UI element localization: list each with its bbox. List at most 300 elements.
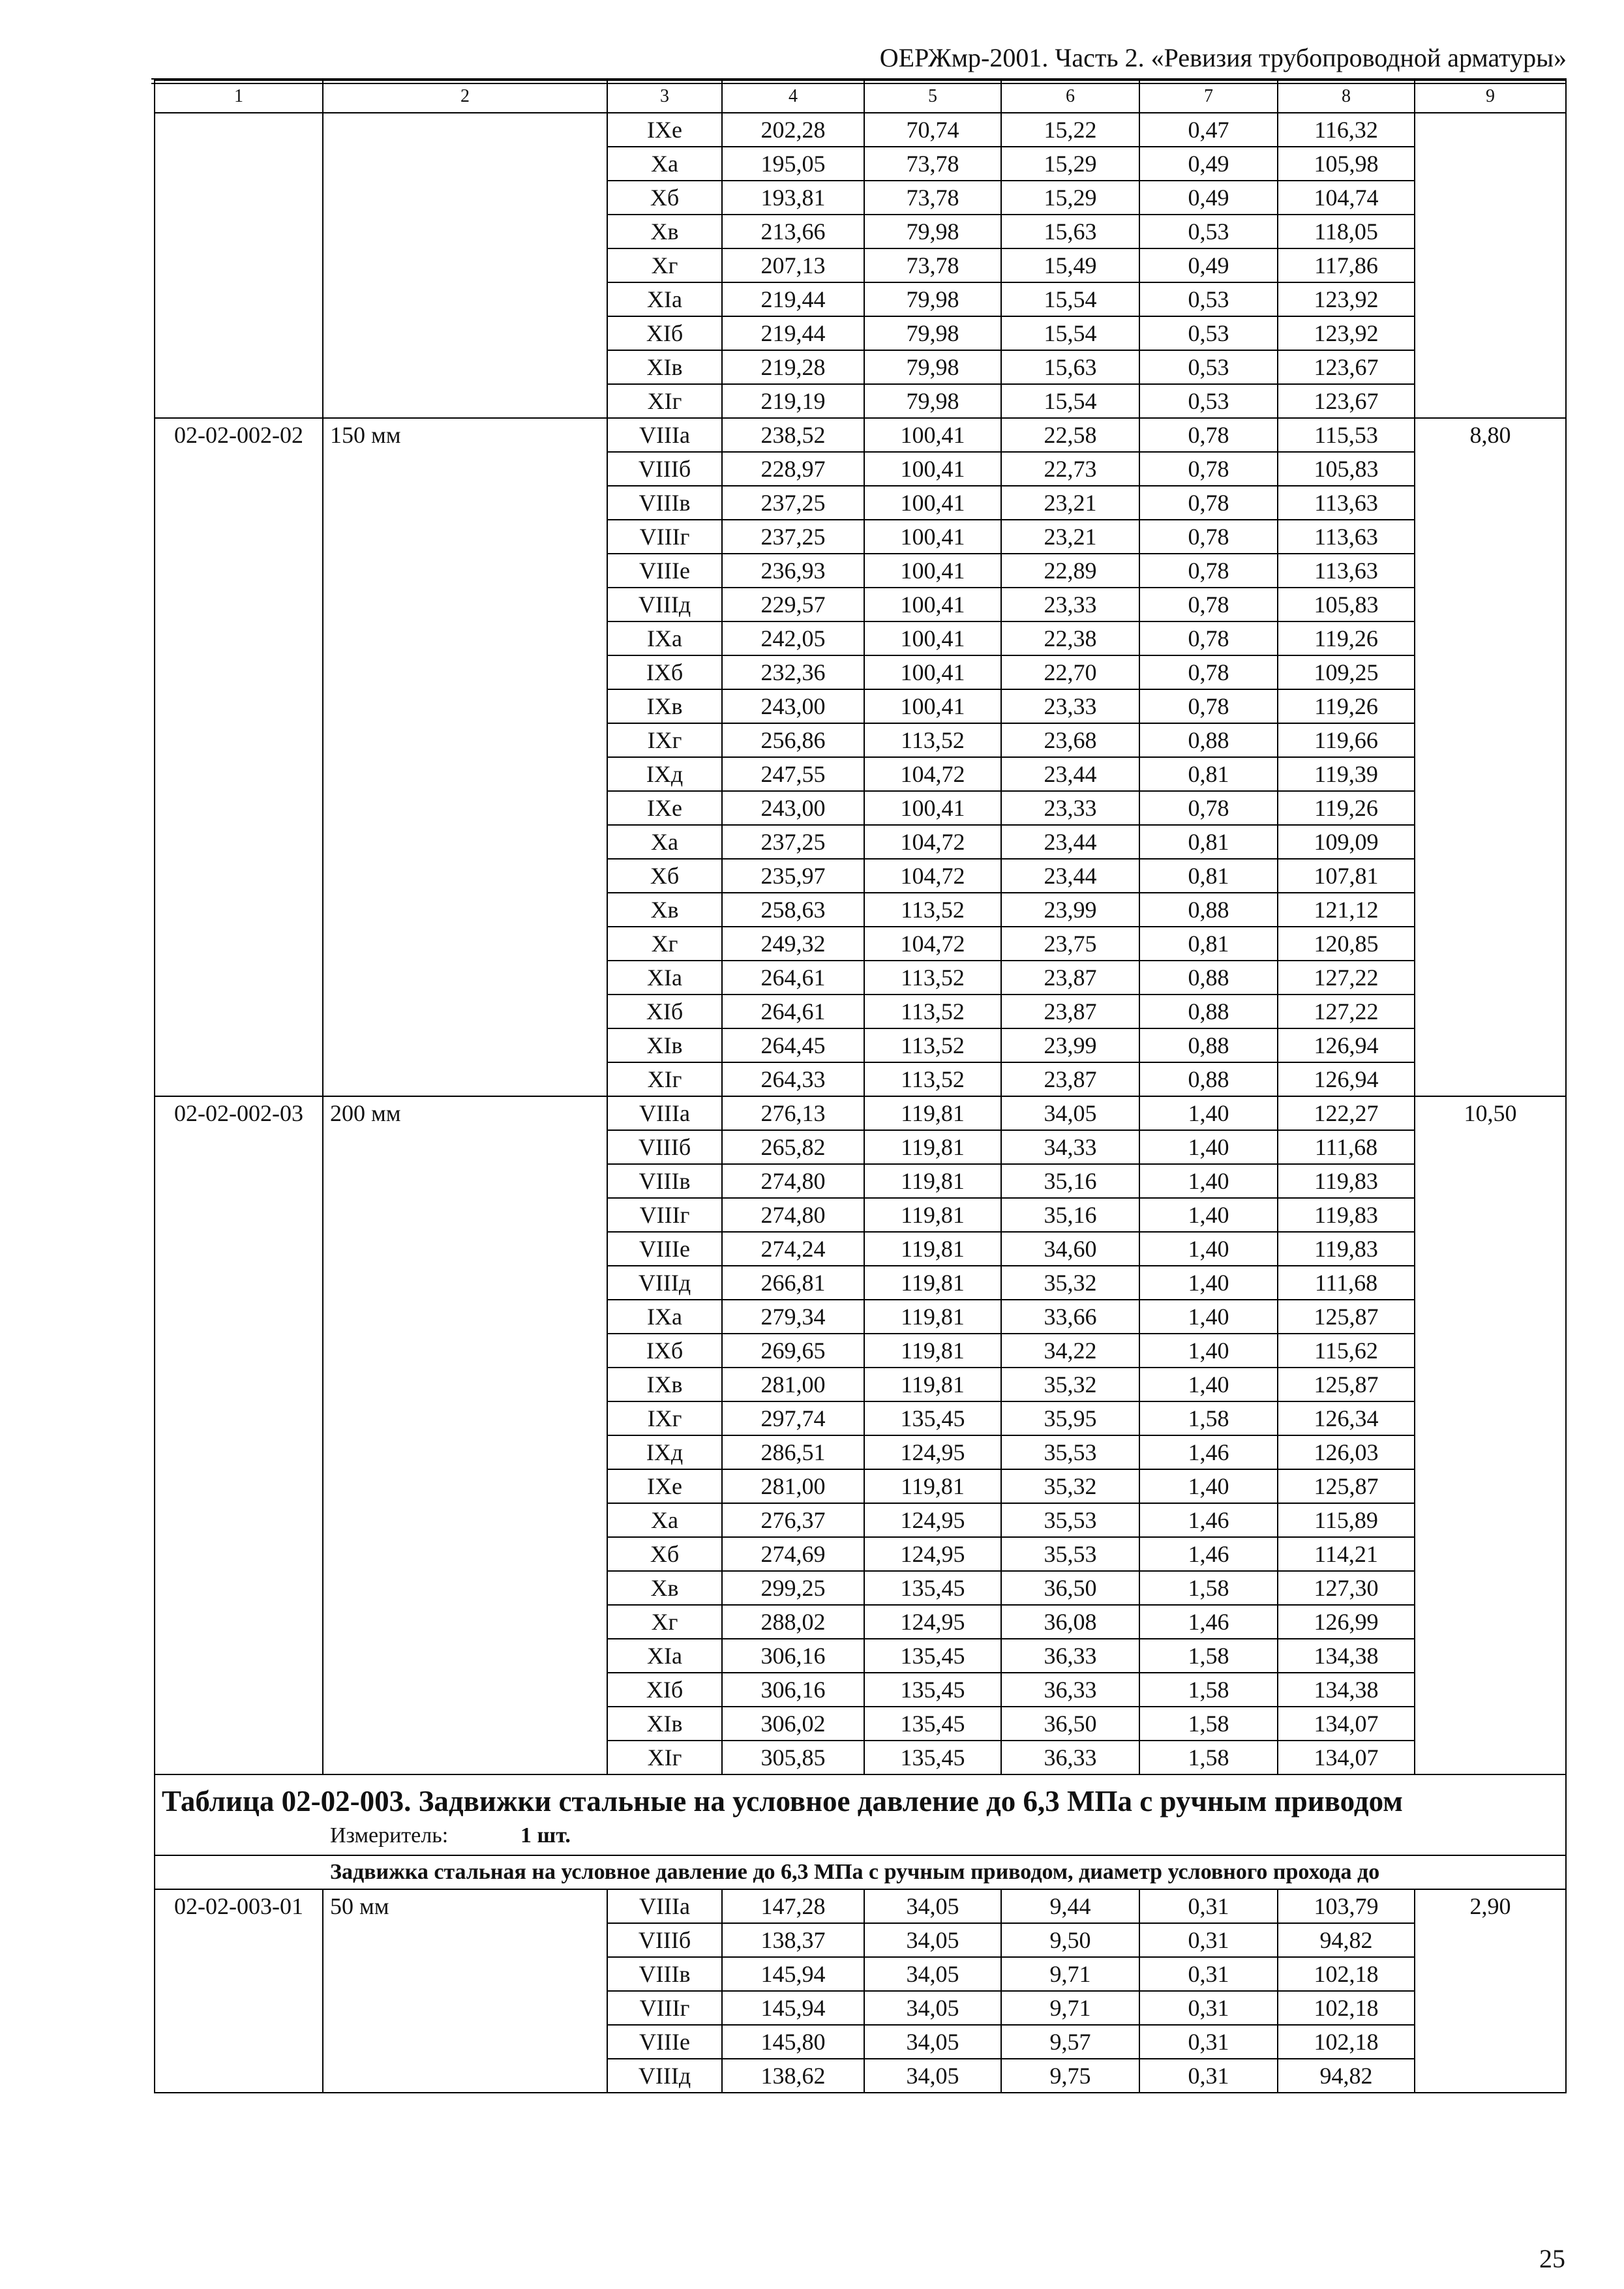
value-cell: 0,88 <box>1139 1028 1278 1062</box>
zone-cell: IXе <box>607 791 722 825</box>
value-cell: 104,74 <box>1278 181 1415 215</box>
value-cell: 135,45 <box>864 1707 1001 1741</box>
value-cell: 15,54 <box>1001 384 1139 418</box>
value-cell: 138,62 <box>722 2059 864 2093</box>
value-cell: 127,22 <box>1278 961 1415 995</box>
value-cell: 0,88 <box>1139 723 1278 757</box>
value-cell: 134,38 <box>1278 1639 1415 1673</box>
value-cell: 1,58 <box>1139 1571 1278 1605</box>
value-cell: 34,22 <box>1001 1334 1139 1368</box>
value-cell: 1,58 <box>1139 1401 1278 1435</box>
value-cell: 0,53 <box>1139 316 1278 350</box>
value-cell: 306,16 <box>722 1639 864 1673</box>
value-cell: 279,34 <box>722 1300 864 1334</box>
value-cell: 0,88 <box>1139 961 1278 995</box>
column-number: 1 <box>155 80 323 113</box>
value-cell: 265,82 <box>722 1130 864 1164</box>
value-cell: 0,53 <box>1139 350 1278 384</box>
value-cell: 126,99 <box>1278 1605 1415 1639</box>
table-row <box>155 1096 1566 1130</box>
value-cell: 100,41 <box>864 520 1001 554</box>
zone-cell: XIа <box>607 282 722 316</box>
value-cell: 123,67 <box>1278 350 1415 384</box>
zone-cell: VIIIг <box>607 520 722 554</box>
value-cell: 124,95 <box>864 1537 1001 1571</box>
zone-cell: VIIIд <box>607 588 722 621</box>
measure-line <box>162 1823 1559 1848</box>
value-cell: 243,00 <box>722 791 864 825</box>
zone-cell: VIIIг <box>607 1198 722 1232</box>
value-cell: 145,80 <box>722 2025 864 2059</box>
table-title: Таблица 02-02-003. Задвижки стальные на условное давление до 6,3 МПа с ручным приводом <box>162 1785 1403 1818</box>
value-cell: 236,93 <box>722 554 864 588</box>
value-cell: 232,36 <box>722 655 864 689</box>
nominal-diameter: 150 мм <box>323 418 607 1096</box>
value-cell: 22,70 <box>1001 655 1139 689</box>
value-cell: 34,33 <box>1001 1130 1139 1164</box>
value-cell: 113,63 <box>1278 554 1415 588</box>
value-cell: 100,41 <box>864 655 1001 689</box>
zone-cell: Xв <box>607 1571 722 1605</box>
value-cell: 35,16 <box>1001 1164 1139 1198</box>
value-cell: 36,33 <box>1001 1673 1139 1707</box>
column9-value <box>1415 113 1566 418</box>
value-cell: 23,99 <box>1001 893 1139 927</box>
value-cell: 109,25 <box>1278 655 1415 689</box>
column-number: 9 <box>1415 80 1566 113</box>
rate-code: 02-02-002-02 <box>155 418 323 1096</box>
value-cell: 0,81 <box>1139 927 1278 961</box>
value-cell: 107,81 <box>1278 859 1415 893</box>
value-cell: 228,97 <box>722 452 864 486</box>
value-cell: 119,81 <box>864 1198 1001 1232</box>
value-cell: 247,55 <box>722 757 864 791</box>
value-cell: 237,25 <box>722 825 864 859</box>
zone-cell: Xа <box>607 147 722 181</box>
value-cell: 79,98 <box>864 316 1001 350</box>
zone-cell: XIг <box>607 1062 722 1096</box>
value-cell: 1,58 <box>1139 1673 1278 1707</box>
value-cell: 100,41 <box>864 621 1001 655</box>
value-cell: 113,63 <box>1278 486 1415 520</box>
value-cell: 202,28 <box>722 113 864 147</box>
value-cell: 119,83 <box>1278 1232 1415 1266</box>
value-cell: 23,44 <box>1001 757 1139 791</box>
value-cell: 111,68 <box>1278 1266 1415 1300</box>
value-cell: 15,29 <box>1001 181 1139 215</box>
value-cell: 9,57 <box>1001 2025 1139 2059</box>
value-cell: 15,22 <box>1001 113 1139 147</box>
value-cell: 276,13 <box>722 1096 864 1130</box>
value-cell: 124,95 <box>864 1605 1001 1639</box>
value-cell: 126,94 <box>1278 1062 1415 1096</box>
value-cell: 23,44 <box>1001 859 1139 893</box>
value-cell: 237,25 <box>722 520 864 554</box>
value-cell: 35,53 <box>1001 1537 1139 1571</box>
measure-label: Измеритель: <box>330 1823 449 1848</box>
column-number: 4 <box>722 80 864 113</box>
value-cell: 126,03 <box>1278 1435 1415 1469</box>
value-cell: 0,78 <box>1139 588 1278 621</box>
value-cell: 104,72 <box>864 859 1001 893</box>
value-cell: 0,81 <box>1139 757 1278 791</box>
value-cell: 145,94 <box>722 1957 864 1991</box>
value-cell: 288,02 <box>722 1605 864 1639</box>
value-cell: 135,45 <box>864 1401 1001 1435</box>
value-cell: 213,66 <box>722 215 864 248</box>
value-cell: 34,05 <box>864 1957 1001 1991</box>
zone-cell: IXб <box>607 1334 722 1368</box>
value-cell: 134,38 <box>1278 1673 1415 1707</box>
value-cell: 119,81 <box>864 1232 1001 1266</box>
value-cell: 36,33 <box>1001 1639 1139 1673</box>
value-cell: 105,98 <box>1278 147 1415 181</box>
column-number: 7 <box>1139 80 1278 113</box>
zone-cell: VIIIд <box>607 2059 722 2093</box>
value-cell: 1,40 <box>1139 1469 1278 1503</box>
zone-cell: IXв <box>607 1368 722 1401</box>
value-cell: 134,07 <box>1278 1707 1415 1741</box>
table-row <box>155 113 1566 147</box>
value-cell: 286,51 <box>722 1435 864 1469</box>
value-cell: 102,18 <box>1278 1991 1415 2025</box>
value-cell: 111,68 <box>1278 1130 1415 1164</box>
value-cell: 0,31 <box>1139 1923 1278 1957</box>
value-cell: 264,33 <box>722 1062 864 1096</box>
zone-cell: Xа <box>607 1503 722 1537</box>
value-cell: 274,80 <box>722 1198 864 1232</box>
zone-cell: VIIIа <box>607 418 722 452</box>
value-cell: 0,78 <box>1139 486 1278 520</box>
value-cell: 297,74 <box>722 1401 864 1435</box>
zone-cell: VIIIв <box>607 486 722 520</box>
nominal-diameter: 200 мм <box>323 1096 607 1774</box>
value-cell: 100,41 <box>864 689 1001 723</box>
value-cell: 119,39 <box>1278 757 1415 791</box>
table-row <box>155 1889 1566 1923</box>
value-cell: 276,37 <box>722 1503 864 1537</box>
value-cell: 0,78 <box>1139 621 1278 655</box>
zone-cell: IXб <box>607 655 722 689</box>
value-cell: 123,67 <box>1278 384 1415 418</box>
value-cell: 305,85 <box>722 1741 864 1774</box>
value-cell: 1,40 <box>1139 1130 1278 1164</box>
value-cell: 299,25 <box>722 1571 864 1605</box>
value-cell: 73,78 <box>864 181 1001 215</box>
value-cell: 119,83 <box>1278 1198 1415 1232</box>
value-cell: 121,12 <box>1278 893 1415 927</box>
value-cell: 0,78 <box>1139 520 1278 554</box>
zone-cell: XIб <box>607 1673 722 1707</box>
zone-cell: VIIIа <box>607 1889 722 1923</box>
value-cell: 22,58 <box>1001 418 1139 452</box>
value-cell: 0,81 <box>1139 825 1278 859</box>
value-cell: 36,50 <box>1001 1707 1139 1741</box>
value-cell: 0,49 <box>1139 181 1278 215</box>
value-cell: 124,95 <box>864 1503 1001 1537</box>
value-cell: 195,05 <box>722 147 864 181</box>
value-cell: 0,88 <box>1139 893 1278 927</box>
value-cell: 0,31 <box>1139 1991 1278 2025</box>
value-cell: 119,26 <box>1278 791 1415 825</box>
value-cell: 15,63 <box>1001 215 1139 248</box>
value-cell: 35,53 <box>1001 1435 1139 1469</box>
rate-code: 02-02-003-01 <box>155 1889 323 2093</box>
value-cell: 0,81 <box>1139 859 1278 893</box>
value-cell: 281,00 <box>722 1368 864 1401</box>
value-cell: 0,78 <box>1139 655 1278 689</box>
value-cell: 127,30 <box>1278 1571 1415 1605</box>
value-cell: 119,26 <box>1278 689 1415 723</box>
value-cell: 9,71 <box>1001 1957 1139 1991</box>
value-cell: 119,66 <box>1278 723 1415 757</box>
value-cell: 15,54 <box>1001 316 1139 350</box>
value-cell: 0,78 <box>1139 554 1278 588</box>
value-cell: 119,83 <box>1278 1164 1415 1198</box>
value-cell: 1,58 <box>1139 1741 1278 1774</box>
value-cell: 103,79 <box>1278 1889 1415 1923</box>
zone-cell: XIв <box>607 350 722 384</box>
value-cell: 9,50 <box>1001 1923 1139 1957</box>
column-number-row <box>155 80 1566 113</box>
value-cell: 117,86 <box>1278 248 1415 282</box>
value-cell: 119,81 <box>864 1300 1001 1334</box>
value-cell: 35,16 <box>1001 1198 1139 1232</box>
value-cell: 15,63 <box>1001 350 1139 384</box>
value-cell: 22,38 <box>1001 621 1139 655</box>
value-cell: 100,41 <box>864 588 1001 621</box>
value-cell: 113,52 <box>864 723 1001 757</box>
value-cell: 123,92 <box>1278 316 1415 350</box>
value-cell: 15,54 <box>1001 282 1139 316</box>
value-cell: 34,60 <box>1001 1232 1139 1266</box>
value-cell: 0,88 <box>1139 1062 1278 1096</box>
value-cell: 237,25 <box>722 486 864 520</box>
page-number: 25 <box>1539 2244 1565 2273</box>
value-cell: 104,72 <box>864 927 1001 961</box>
value-cell: 119,26 <box>1278 621 1415 655</box>
value-cell: 115,53 <box>1278 418 1415 452</box>
value-cell: 23,33 <box>1001 689 1139 723</box>
zone-cell: VIIIе <box>607 554 722 588</box>
value-cell: 243,00 <box>722 689 864 723</box>
value-cell: 235,97 <box>722 859 864 893</box>
zone-cell: VIIIг <box>607 1991 722 2025</box>
table-title-row <box>155 1774 1566 1855</box>
zone-cell: Xг <box>607 927 722 961</box>
value-cell: 113,52 <box>864 893 1001 927</box>
value-cell: 281,00 <box>722 1469 864 1503</box>
value-cell: 22,89 <box>1001 554 1139 588</box>
value-cell: 256,86 <box>722 723 864 757</box>
value-cell: 100,41 <box>864 554 1001 588</box>
zone-cell: Xа <box>607 825 722 859</box>
value-cell: 79,98 <box>864 384 1001 418</box>
value-cell: 36,08 <box>1001 1605 1139 1639</box>
value-cell: 23,68 <box>1001 723 1139 757</box>
value-cell: 100,41 <box>864 791 1001 825</box>
column-number: 3 <box>607 80 722 113</box>
value-cell: 35,95 <box>1001 1401 1139 1435</box>
value-cell: 266,81 <box>722 1266 864 1300</box>
value-cell: 1,40 <box>1139 1334 1278 1368</box>
value-cell: 125,87 <box>1278 1469 1415 1503</box>
measure-value: 1 шт. <box>520 1823 571 1848</box>
value-cell: 1,46 <box>1139 1605 1278 1639</box>
value-cell: 102,18 <box>1278 2025 1415 2059</box>
zone-cell: VIIIб <box>607 1923 722 1957</box>
value-cell: 119,81 <box>864 1368 1001 1401</box>
value-cell: 113,52 <box>864 995 1001 1028</box>
value-cell: 1,40 <box>1139 1368 1278 1401</box>
zone-cell: IXе <box>607 113 722 147</box>
value-cell: 0,78 <box>1139 791 1278 825</box>
value-cell: 23,75 <box>1001 927 1139 961</box>
value-cell: 0,49 <box>1139 248 1278 282</box>
value-cell: 104,72 <box>864 757 1001 791</box>
value-cell: 23,21 <box>1001 520 1139 554</box>
value-cell: 1,46 <box>1139 1435 1278 1469</box>
value-cell: 118,05 <box>1278 215 1415 248</box>
table-body <box>155 80 1566 2093</box>
value-cell: 274,80 <box>722 1164 864 1198</box>
table-title-cell <box>155 1774 1566 1855</box>
value-cell: 9,44 <box>1001 1889 1139 1923</box>
value-cell: 23,44 <box>1001 825 1139 859</box>
value-cell: 0,31 <box>1139 2059 1278 2093</box>
zone-cell: XIг <box>607 384 722 418</box>
value-cell: 34,05 <box>864 1991 1001 2025</box>
value-cell: 70,74 <box>864 113 1001 147</box>
value-cell: 116,32 <box>1278 113 1415 147</box>
value-cell: 122,27 <box>1278 1096 1415 1130</box>
value-cell: 114,21 <box>1278 1537 1415 1571</box>
value-cell: 242,05 <box>722 621 864 655</box>
value-cell: 119,81 <box>864 1164 1001 1198</box>
value-cell: 1,40 <box>1139 1266 1278 1300</box>
value-cell: 15,49 <box>1001 248 1139 282</box>
value-cell: 23,33 <box>1001 791 1139 825</box>
value-cell: 134,07 <box>1278 1741 1415 1774</box>
value-cell: 113,52 <box>864 961 1001 995</box>
zone-cell: VIIIа <box>607 1096 722 1130</box>
column-number: 8 <box>1278 80 1415 113</box>
value-cell: 219,28 <box>722 350 864 384</box>
value-cell: 119,81 <box>864 1266 1001 1300</box>
zone-cell: XIа <box>607 1639 722 1673</box>
value-cell: 1,46 <box>1139 1537 1278 1571</box>
zone-cell: IXе <box>607 1469 722 1503</box>
value-cell: 0,31 <box>1139 1889 1278 1923</box>
value-cell: 306,16 <box>722 1673 864 1707</box>
value-cell: 23,99 <box>1001 1028 1139 1062</box>
zone-cell: IXв <box>607 689 722 723</box>
value-cell: 135,45 <box>864 1639 1001 1673</box>
zone-cell: Xб <box>607 1537 722 1571</box>
value-cell: 100,41 <box>864 452 1001 486</box>
column-number: 6 <box>1001 80 1139 113</box>
value-cell: 104,72 <box>864 825 1001 859</box>
value-cell: 23,33 <box>1001 588 1139 621</box>
value-cell: 22,73 <box>1001 452 1139 486</box>
value-cell: 0,78 <box>1139 452 1278 486</box>
value-cell: 94,82 <box>1278 2059 1415 2093</box>
value-cell: 33,66 <box>1001 1300 1139 1334</box>
value-cell: 0,53 <box>1139 282 1278 316</box>
zone-cell: VIIIв <box>607 1164 722 1198</box>
zone-cell: IXд <box>607 757 722 791</box>
zone-cell: VIIIд <box>607 1266 722 1300</box>
value-cell: 79,98 <box>864 282 1001 316</box>
zone-cell: IXг <box>607 723 722 757</box>
value-cell: 238,52 <box>722 418 864 452</box>
column9-value: 2,90 <box>1415 1889 1566 2093</box>
value-cell: 120,85 <box>1278 927 1415 961</box>
value-cell: 1,40 <box>1139 1198 1278 1232</box>
value-cell: 36,50 <box>1001 1571 1139 1605</box>
value-cell: 229,57 <box>722 588 864 621</box>
rate-code: 02-02-002-03 <box>155 1096 323 1774</box>
value-cell: 127,22 <box>1278 995 1415 1028</box>
value-cell: 264,61 <box>722 995 864 1028</box>
value-cell: 145,94 <box>722 1991 864 2025</box>
value-cell: 123,92 <box>1278 282 1415 316</box>
value-cell: 0,53 <box>1139 215 1278 248</box>
value-cell: 9,71 <box>1001 1991 1139 2025</box>
value-cell: 1,58 <box>1139 1639 1278 1673</box>
column-number: 5 <box>864 80 1001 113</box>
zone-cell: VIIIе <box>607 2025 722 2059</box>
zone-cell: IXд <box>607 1435 722 1469</box>
zone-cell: XIв <box>607 1707 722 1741</box>
value-cell: 34,05 <box>864 2025 1001 2059</box>
value-cell: 109,09 <box>1278 825 1415 859</box>
value-cell: 115,89 <box>1278 1503 1415 1537</box>
value-cell: 100,41 <box>864 418 1001 452</box>
value-cell: 115,62 <box>1278 1334 1415 1368</box>
column9-value: 8,80 <box>1415 418 1566 1096</box>
value-cell: 1,58 <box>1139 1707 1278 1741</box>
value-cell: 23,21 <box>1001 486 1139 520</box>
value-cell: 119,81 <box>864 1469 1001 1503</box>
zone-cell: XIв <box>607 1028 722 1062</box>
value-cell: 73,78 <box>864 248 1001 282</box>
value-cell: 35,53 <box>1001 1503 1139 1537</box>
value-cell: 125,87 <box>1278 1300 1415 1334</box>
column-number: 2 <box>323 80 607 113</box>
value-cell: 35,32 <box>1001 1368 1139 1401</box>
value-cell: 306,02 <box>722 1707 864 1741</box>
value-cell: 15,29 <box>1001 147 1139 181</box>
value-cell: 9,75 <box>1001 2059 1139 2093</box>
value-cell: 23,87 <box>1001 995 1139 1028</box>
value-cell: 135,45 <box>864 1741 1001 1774</box>
zone-cell: Xб <box>607 181 722 215</box>
zone-cell: VIIIв <box>607 1957 722 1991</box>
rates-table <box>154 80 1567 2093</box>
value-cell: 73,78 <box>864 147 1001 181</box>
value-cell: 269,65 <box>722 1334 864 1368</box>
nominal-diameter: 50 мм <box>323 1889 607 2093</box>
value-cell: 264,45 <box>722 1028 864 1062</box>
value-cell: 119,81 <box>864 1130 1001 1164</box>
value-cell: 219,44 <box>722 282 864 316</box>
value-cell: 1,40 <box>1139 1096 1278 1130</box>
value-cell: 264,61 <box>722 961 864 995</box>
value-cell: 0,88 <box>1139 995 1278 1028</box>
zone-cell: IXг <box>607 1401 722 1435</box>
nominal-diameter <box>323 113 607 418</box>
